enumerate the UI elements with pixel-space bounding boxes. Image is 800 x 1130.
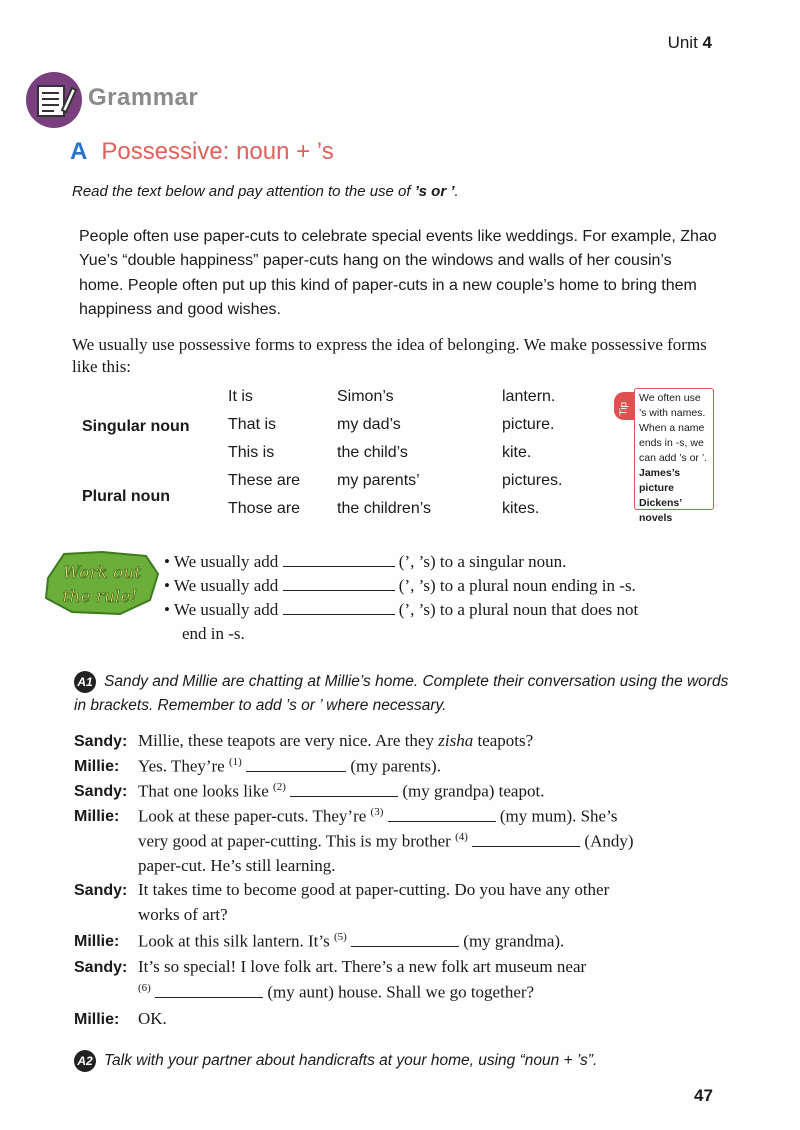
line-text: Millie, these teapots are very nice. Are they	[138, 731, 439, 750]
answer-blank[interactable]	[290, 795, 398, 797]
dialogue-line	[138, 931, 564, 952]
table-cell: These are	[228, 472, 301, 489]
a2-text: Talk with your partner about handicrafts at your home, using “noun + ’s”.	[104, 1052, 598, 1070]
bullet-text: (’, ’s) to a singular noun.	[398, 552, 567, 571]
bullet-text: (’, ’s) to a plural noun ending in -s.	[398, 576, 636, 595]
blank-number: (3)	[370, 806, 384, 818]
dialogue-line: It takes time to become good at paper-cutting. Do you have any other	[138, 880, 610, 899]
subsection-heading	[70, 138, 334, 166]
answer-blank[interactable]	[155, 996, 263, 998]
book-icon	[26, 72, 82, 128]
speaker-label: Millie:	[74, 933, 120, 950]
line-text: Look at these paper-cuts. They’re	[138, 806, 371, 826]
table-cell: That is	[228, 416, 277, 433]
tip-line: ends in -s, we	[639, 437, 704, 449]
table-cell: Those are	[228, 500, 301, 517]
answer-blank[interactable]	[283, 565, 395, 567]
tip-line: ’s with names.	[639, 407, 706, 419]
table-cell: It is	[228, 388, 253, 405]
work-out-rule-badge	[42, 548, 162, 618]
table-cell: picture.	[502, 416, 555, 433]
instruction-text: Read the text below and pay attention to the use of	[72, 183, 415, 200]
rule-bullet: • We usually add (’, ’s) to a plural noun ending in -s.	[164, 576, 636, 595]
badge-line1: Work out	[62, 563, 142, 583]
tip-line: James’s picture	[639, 467, 681, 494]
unit-text: Unit	[667, 33, 698, 52]
subsection-title: Possessive: noun + ’s	[101, 138, 334, 165]
speaker-label: Millie:	[74, 1011, 120, 1028]
plural-noun-label: Plural noun	[82, 488, 170, 505]
reading-passage: People often use paper-cuts to celebrate special events like weddings. For example, Zhao Yue’s “double happiness” paper-cuts hang on the windows and walls of her cousin’s home. People often put up this kind of paper-cuts in a new couple’s home to bring them happiness and good wishes.	[79, 228, 717, 318]
line-text: Yes. They’re	[138, 756, 229, 776]
speaker-label: Sandy:	[74, 733, 128, 750]
dialogue-line	[138, 831, 634, 852]
line-text: Look at this silk lantern. It’s	[138, 931, 334, 951]
tip-line: can add ’s or ’.	[639, 452, 708, 464]
speaker-label: Millie:	[74, 758, 120, 775]
table-cell: kites.	[502, 500, 540, 517]
exercise-a2-badge: A2	[74, 1050, 96, 1072]
dialogue-line: paper-cut. He’s still learning.	[138, 856, 336, 875]
line-text: (my grandma).	[463, 931, 565, 951]
instruction-end: .	[454, 183, 459, 200]
table-cell: kite.	[502, 444, 532, 461]
exercise-a1-badge: A1	[74, 671, 96, 693]
instruction-bold: ’s or ’	[414, 183, 455, 200]
tip-line: Dickens’ novels	[639, 497, 682, 524]
tip-box	[634, 388, 714, 524]
line-text: That one looks like	[138, 781, 274, 801]
table-cell: the child’s	[337, 444, 408, 461]
dialogue-line: OK.	[138, 1009, 167, 1028]
rule-continuation: end in -s.	[182, 624, 245, 643]
table-cell: the children’s	[337, 500, 431, 517]
tip-line: When a name	[639, 422, 705, 434]
dialogue-line	[138, 731, 533, 751]
exercise-a1-instruction	[74, 670, 734, 718]
line-text: (my parents).	[350, 756, 441, 776]
table-cell: my dad’s	[337, 416, 401, 433]
dialogue-line	[138, 781, 544, 802]
line-text: (Andy)	[584, 831, 634, 851]
dialogue-line	[138, 756, 441, 777]
speaker-label: Millie:	[74, 808, 120, 825]
speaker-label: Sandy:	[74, 882, 128, 899]
unit-number: 4	[702, 33, 712, 52]
bullet-text: We usually add	[173, 576, 279, 595]
blank-number: (4)	[455, 831, 468, 843]
page-number: 47	[694, 1086, 713, 1105]
line-text: (my mum). She’s	[499, 806, 618, 826]
table-cell: my parents’	[337, 472, 420, 489]
table-row	[228, 388, 253, 406]
dialogue-line: works of art?	[138, 905, 228, 924]
dialogue-line: It’s so special! I love folk art. There’s a new folk art museum near	[138, 957, 587, 976]
answer-blank[interactable]	[472, 845, 580, 847]
answer-blank[interactable]	[351, 945, 459, 947]
line-italic: zisha	[438, 731, 474, 750]
unit-label	[668, 33, 712, 53]
line-text: teapots?	[473, 731, 534, 750]
line-text: (my aunt) house. Shall we go together?	[267, 982, 535, 1002]
section-title: Grammar	[88, 84, 199, 111]
blank-number: (2)	[273, 781, 286, 793]
bullet-text: We usually add	[173, 600, 279, 619]
line-text: (my grandpa) teapot.	[402, 781, 545, 801]
exercise-a2-instruction	[74, 1050, 597, 1072]
dialogue-line	[138, 982, 534, 1003]
reading-instruction	[72, 183, 459, 200]
answer-blank[interactable]	[283, 613, 395, 615]
badge-line2: the rule!	[62, 587, 138, 607]
dialogue-line	[138, 806, 617, 827]
tip-tab-label: Tip	[618, 401, 630, 416]
answer-blank[interactable]	[388, 820, 496, 822]
rule-bullet: • We usually add (’, ’s) to a singular noun.	[164, 552, 567, 571]
blank-number: (6)	[138, 982, 151, 994]
blank-number: (5)	[333, 931, 347, 943]
table-cell: This is	[228, 444, 275, 461]
a1-text: Sandy and Millie are chatting at Millie’s home. Complete their conversation using the words in brackets. Remember to add ’s or ’ where necessary.	[74, 673, 729, 714]
speaker-label: Sandy:	[74, 959, 128, 976]
line-text: very good at paper-cutting. This is my brother	[138, 831, 456, 851]
speaker-label: Sandy:	[74, 783, 128, 800]
subsection-letter: A	[70, 138, 88, 165]
tip-line: We often use	[639, 392, 701, 404]
answer-blank[interactable]	[246, 770, 346, 772]
tip-tab	[614, 392, 634, 420]
table-cell: pictures.	[502, 472, 563, 489]
answer-blank[interactable]	[283, 589, 395, 591]
usage-explanation: We usually use possessive forms to express the idea of belonging. We make possessive forms like this:	[72, 335, 707, 376]
singular-noun-label: Singular noun	[82, 418, 190, 435]
bullet-text: We usually add	[173, 552, 279, 571]
bullet-text: (’, ’s) to a plural noun that does not	[398, 600, 639, 619]
blank-number: (1)	[228, 756, 242, 768]
table-cell: lantern.	[502, 388, 556, 405]
table-cell: Simon’s	[337, 388, 394, 405]
rule-bullet: • We usually add (’, ’s) to a plural noun that does not	[164, 600, 639, 619]
